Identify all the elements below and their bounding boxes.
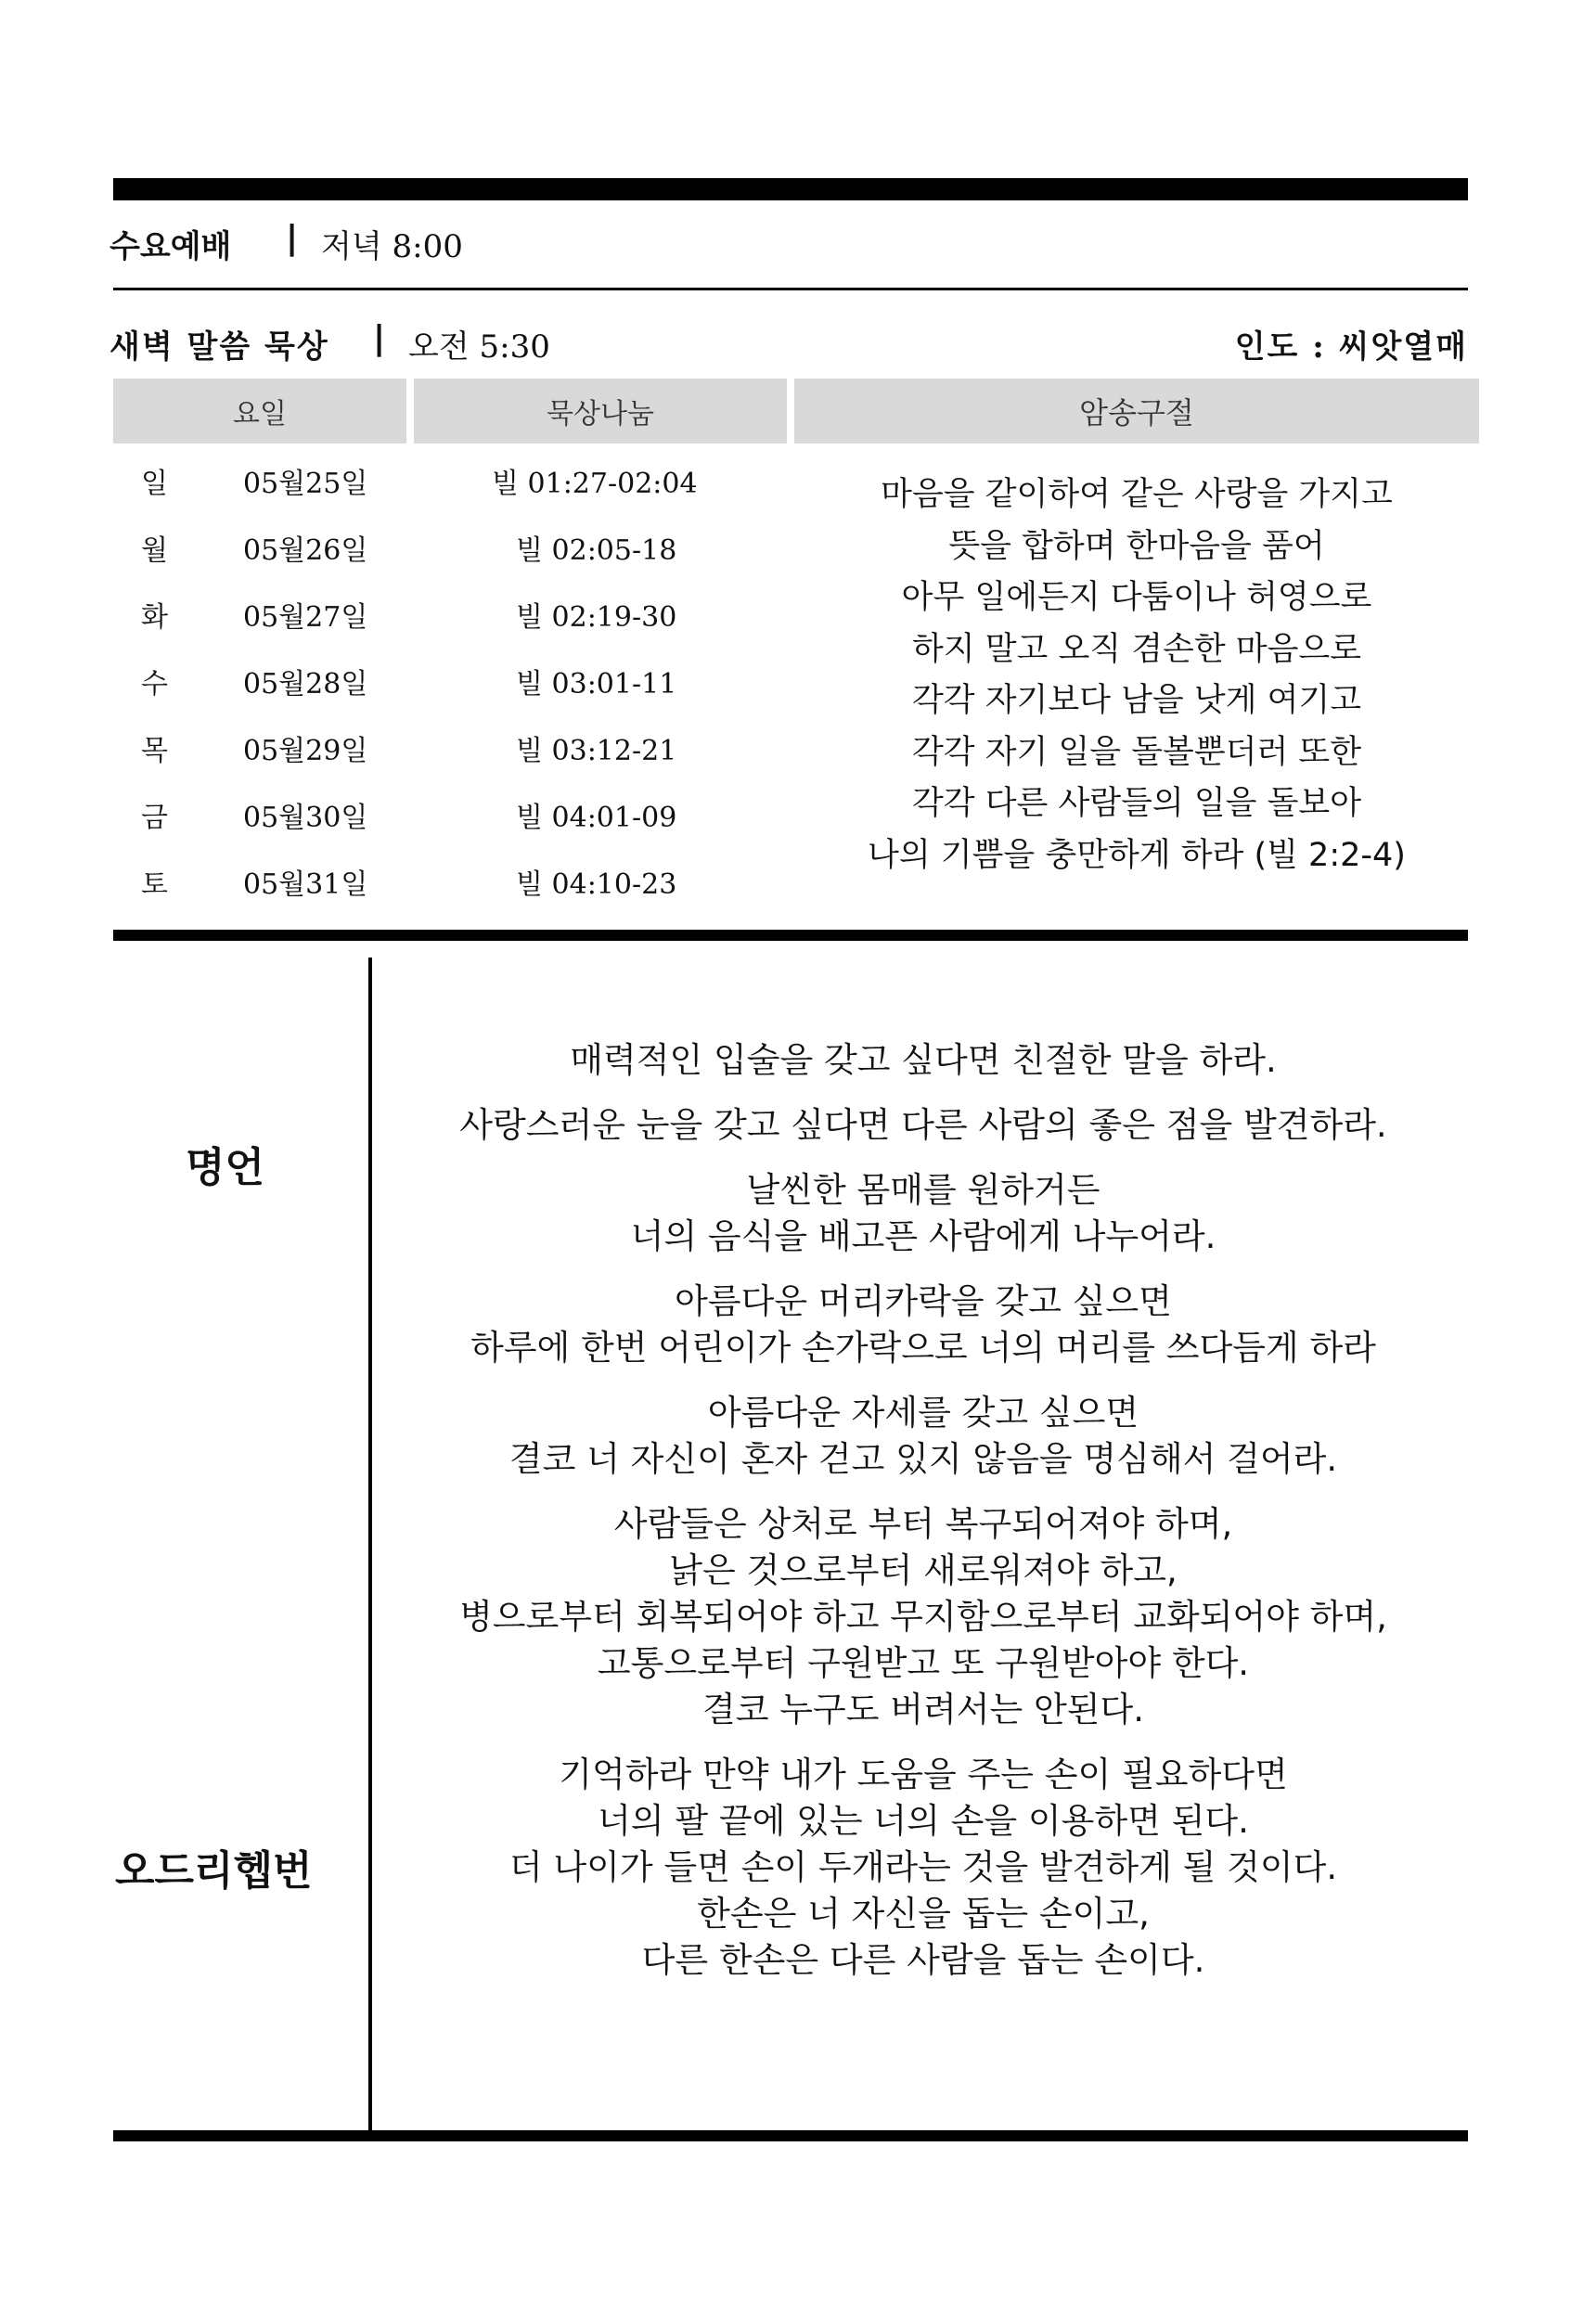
verse-line: 뜻을 합하며 한마음을 품어 (948, 527, 1325, 565)
table-row (0, 527, 798, 583)
verse-line: 아무 일에든지 다툼이나 허영으로 (901, 579, 1372, 616)
quote-section-label: 명언 (186, 1144, 265, 1191)
top-thick-rule (113, 178, 1468, 200)
quote-paragraph (371, 1102, 1475, 1149)
table-row (0, 794, 798, 850)
quote-paragraph (371, 1279, 1475, 1371)
row-reference: 빌 04:01-09 (516, 802, 677, 834)
dawn-leader: 인도 : 씨앗열매 (1234, 328, 1468, 366)
quote-paragraph (371, 1390, 1475, 1483)
verse-line: 마음을 같이하여 같은 사랑을 가지고 (881, 476, 1393, 513)
quote-paragraph (371, 1752, 1475, 1984)
quote-author: 오드리헵번 (115, 1847, 313, 1895)
quote-line: 아름다운 머리카락을 갖고 싶으면 (675, 1281, 1172, 1321)
quote-line: 너의 팔 끝에 있는 너의 손을 이용하면 된다. (598, 1801, 1249, 1841)
header-divider-rule (113, 288, 1468, 290)
table-row (0, 460, 798, 516)
verse-line: 각각 자기보다 남을 낫게 여기고 (911, 682, 1362, 719)
quote-line: 아름다운 자세를 갖고 싶으면 (707, 1393, 1139, 1433)
table-row (0, 861, 798, 917)
quote-line: 매력적인 입술을 갖고 싶다면 친절한 말을 하라. (570, 1040, 1277, 1080)
quote-line: 다른 한손은 다른 사람을 돕는 손이다. (641, 1940, 1205, 1980)
dawn-meditation-time: 오전 5:30 (408, 328, 550, 366)
quote-line: 사랑스러운 눈을 갖고 싶다면 다른 사람의 좋은 점을 발견하라. (459, 1105, 1387, 1145)
quote-line: 너의 음식을 배고픈 사람에게 나누어라. (630, 1216, 1216, 1256)
row-reference: 빌 02:05-18 (516, 534, 677, 567)
memory-verse-text (794, 469, 1479, 881)
dawn-separator: | (373, 319, 386, 357)
row-date: 05월27일 (243, 601, 368, 634)
row-date: 05월29일 (243, 735, 368, 767)
row-day: 일 (141, 468, 168, 500)
wednesday-separator: | (286, 219, 299, 257)
row-date: 05월31일 (243, 868, 368, 901)
verse-line: 각각 다른 사람들의 일을 돌보아 (911, 785, 1362, 822)
row-day: 수 (141, 668, 168, 701)
quote-line: 날씬한 몸매를 원하거든 (746, 1170, 1100, 1210)
row-reference: 빌 04:10-23 (516, 868, 677, 901)
quote-line: 한손은 너 자신을 돕는 손이고, (697, 1894, 1150, 1934)
quote-body (371, 1037, 1475, 2002)
row-reference: 빌 01:27-02:04 (492, 468, 698, 500)
verse-line: 나의 기쁨을 충만하게 하라 (빌 2:2-4) (868, 836, 1406, 874)
quote-line: 고통으로부터 구원받고 또 구원받아야 한다. (597, 1643, 1250, 1683)
quote-line: 병으로부터 회복되어야 하고 무지함으로부터 교화되어야 하며, (459, 1597, 1387, 1637)
wednesday-service-title: 수요예배 (109, 228, 232, 265)
table-header-meditation: 묵상나눔 (414, 379, 787, 443)
table-row (0, 727, 798, 783)
quote-paragraph (371, 1037, 1475, 1084)
verse-line: 하지 말고 오직 겸손한 마음으로 (911, 630, 1362, 668)
row-date: 05월25일 (243, 468, 368, 500)
row-day: 금 (141, 802, 168, 834)
verse-line: 각각 자기 일을 돌볼뿐더러 또한 (911, 733, 1362, 771)
row-day: 목 (141, 735, 168, 767)
table-row (0, 661, 798, 716)
table-header-day: 요일 (113, 379, 406, 443)
table-header-memory-verse: 암송구절 (794, 379, 1479, 443)
quote-line: 사람들은 상처로 부터 복구되어져야 하며, (613, 1504, 1233, 1544)
row-date: 05월26일 (243, 534, 368, 567)
quote-paragraph (371, 1501, 1475, 1733)
row-day: 화 (141, 601, 168, 634)
table-bottom-rule (113, 930, 1468, 941)
quote-line: 하루에 한번 어린이가 손가락으로 너의 머리를 쓰다듬게 하라 (470, 1328, 1376, 1368)
row-date: 05월28일 (243, 668, 368, 701)
quote-line: 기억하라 만약 내가 도움을 주는 손이 필요하다면 (559, 1755, 1288, 1794)
row-date: 05월30일 (243, 802, 368, 834)
row-reference: 빌 02:19-30 (516, 601, 677, 634)
row-reference: 빌 03:01-11 (516, 668, 677, 701)
quote-line: 결코 누구도 버려서는 안된다. (702, 1690, 1144, 1729)
quote-paragraph (371, 1167, 1475, 1260)
row-day: 월 (141, 534, 168, 567)
wednesday-service-time: 저녁 8:00 (321, 228, 463, 265)
row-reference: 빌 03:12-21 (516, 735, 677, 767)
quote-line: 더 나이가 들면 손이 두개라는 것을 발견하게 될 것이다. (508, 1847, 1338, 1887)
row-day: 토 (141, 868, 168, 901)
quote-line: 낡은 것으로부터 새로워져야 하고, (669, 1550, 1178, 1590)
bottom-thick-rule (113, 2130, 1468, 2141)
table-row (0, 594, 798, 649)
quote-line: 결코 너 자신이 혼자 걷고 있지 않음을 명심해서 걸어라. (508, 1439, 1338, 1479)
dawn-meditation-title: 새벽 말씀 묵상 (109, 328, 329, 366)
